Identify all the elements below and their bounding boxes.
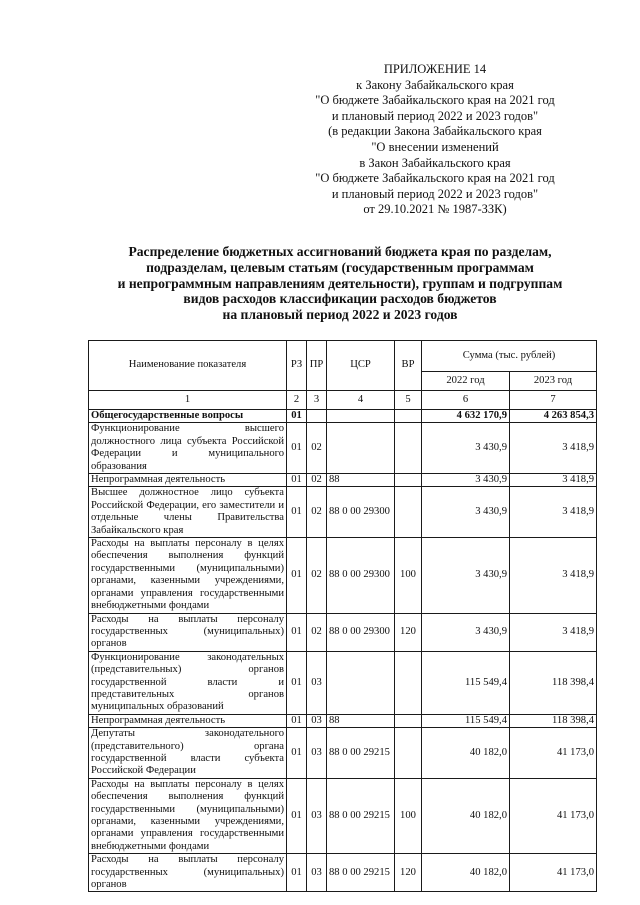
row-csr bbox=[327, 410, 395, 423]
row-pr: 03 bbox=[307, 778, 327, 853]
column-number: 1 bbox=[89, 391, 287, 410]
row-amount-2023: 3 418,9 bbox=[510, 613, 597, 651]
table-row bbox=[89, 474, 597, 487]
row-rz: 01 bbox=[287, 474, 307, 487]
row-csr: 88 0 00 29215 bbox=[327, 728, 395, 779]
row-amount-2023: 3 418,9 bbox=[510, 474, 597, 487]
header-year-2023: 2023 год bbox=[510, 372, 597, 391]
title-line: Распределение бюджетных ассигнований бюджета края по разделам, bbox=[128, 244, 552, 259]
row-name: Функционирование законодательных (представительных) органов государственной власти и представительных органов муниципальных образований bbox=[89, 651, 287, 714]
row-amount-2023: 4 263 854,3 bbox=[510, 410, 597, 423]
row-csr: 88 0 00 29300 bbox=[327, 538, 395, 613]
row-pr: 02 bbox=[307, 423, 327, 474]
row-vr: 100 bbox=[395, 778, 422, 853]
table-row bbox=[89, 854, 597, 892]
row-pr: 03 bbox=[307, 728, 327, 779]
row-name: Общегосударственные вопросы bbox=[89, 410, 287, 423]
column-number: 2 bbox=[287, 391, 307, 410]
row-rz: 01 bbox=[287, 714, 307, 727]
column-number: 6 bbox=[422, 391, 510, 410]
row-vr bbox=[395, 651, 422, 714]
column-number: 3 bbox=[307, 391, 327, 410]
column-number: 5 bbox=[395, 391, 422, 410]
row-rz: 01 bbox=[287, 487, 307, 538]
row-name: Непрограммная деятельность bbox=[89, 474, 287, 487]
row-rz: 01 bbox=[287, 854, 307, 892]
header-sum: Сумма (тыс. рублей) bbox=[422, 341, 597, 372]
row-vr bbox=[395, 410, 422, 423]
row-amount-2022: 3 430,9 bbox=[422, 474, 510, 487]
header-name: Наименование показателя bbox=[89, 341, 287, 391]
row-pr: 03 bbox=[307, 714, 327, 727]
row-csr: 88 0 00 29215 bbox=[327, 854, 395, 892]
row-rz: 01 bbox=[287, 778, 307, 853]
row-amount-2022: 40 182,0 bbox=[422, 728, 510, 779]
appendix-line: к Закону Забайкальского края bbox=[356, 77, 514, 92]
row-amount-2023: 3 418,9 bbox=[510, 538, 597, 613]
row-rz: 01 bbox=[287, 613, 307, 651]
budget-table bbox=[88, 340, 597, 892]
row-amount-2022: 3 430,9 bbox=[422, 538, 510, 613]
header-pr: ПР bbox=[307, 341, 327, 391]
row-name: Депутаты законодательного (представительного) органа государственной власти субъекта Российской Федерации bbox=[89, 728, 287, 779]
row-vr: 120 bbox=[395, 854, 422, 892]
row-pr: 02 bbox=[307, 613, 327, 651]
row-amount-2022: 40 182,0 bbox=[422, 778, 510, 853]
row-csr bbox=[327, 423, 395, 474]
row-csr: 88 bbox=[327, 474, 395, 487]
row-amount-2022: 115 549,4 bbox=[422, 714, 510, 727]
row-pr: 02 bbox=[307, 487, 327, 538]
table-row bbox=[89, 714, 597, 727]
row-amount-2022: 3 430,9 bbox=[422, 423, 510, 474]
appendix-line: от 29.10.2021 № 1987-ЗЗК) bbox=[363, 202, 507, 217]
row-amount-2023: 41 173,0 bbox=[510, 728, 597, 779]
row-amount-2023: 41 173,0 bbox=[510, 778, 597, 853]
column-number: 7 bbox=[510, 391, 597, 410]
row-amount-2023: 118 398,4 bbox=[510, 651, 597, 714]
row-vr bbox=[395, 474, 422, 487]
title-line: подразделам, целевым статьям (государственным программам bbox=[146, 259, 534, 275]
header-vr: ВР bbox=[395, 341, 422, 391]
column-number: 4 bbox=[327, 391, 395, 410]
table-row bbox=[89, 538, 597, 613]
table-row bbox=[89, 410, 597, 423]
row-rz: 01 bbox=[287, 423, 307, 474]
appendix-line: "О бюджете Забайкальского края на 2021 год bbox=[315, 171, 555, 186]
row-vr bbox=[395, 728, 422, 779]
row-csr: 88 0 00 29215 bbox=[327, 778, 395, 853]
row-csr bbox=[327, 651, 395, 714]
row-amount-2022: 3 430,9 bbox=[422, 487, 510, 538]
row-amount-2023: 3 418,9 bbox=[510, 423, 597, 474]
appendix-line: (в редакции Закона Забайкальского края bbox=[328, 124, 542, 139]
table-row bbox=[89, 778, 597, 853]
row-vr: 100 bbox=[395, 538, 422, 613]
appendix-line: "О внесении изменений bbox=[371, 139, 499, 154]
row-rz: 01 bbox=[287, 410, 307, 423]
table-row bbox=[89, 651, 597, 714]
row-rz: 01 bbox=[287, 651, 307, 714]
table-row bbox=[89, 613, 597, 651]
row-name: Расходы на выплаты персоналу государственных (муниципальных) органов bbox=[89, 613, 287, 651]
table-row bbox=[89, 728, 597, 779]
row-name: Расходы на выплаты персоналу в целях обеспечения выполнения функций государственными (муниципальными) органами, казенными учреждениями, органами управления государственными внебюджетными фондами bbox=[89, 778, 287, 853]
row-amount-2023: 118 398,4 bbox=[510, 714, 597, 727]
row-pr: 02 bbox=[307, 538, 327, 613]
row-amount-2022: 40 182,0 bbox=[422, 854, 510, 892]
row-pr bbox=[307, 410, 327, 423]
title-line: и непрограммным направлениям деятельности), группам и подгруппам bbox=[117, 275, 563, 291]
row-name: Высшее должностное лицо субъекта Российской Федерации, его заместители и отдельные члены Правительства Забайкальского края bbox=[89, 487, 287, 538]
appendix-block bbox=[290, 62, 580, 218]
appendix-line: и плановый период 2022 и 2023 годов" bbox=[331, 186, 539, 201]
row-amount-2022: 115 549,4 bbox=[422, 651, 510, 714]
row-csr: 88 bbox=[327, 714, 395, 727]
appendix-line: и плановый период 2022 и 2023 годов" bbox=[331, 108, 539, 123]
row-name: Расходы на выплаты персоналу в целях обеспечения выполнения функций государственными (муниципальными) органами, казенными учреждениями, органами управления государственными внебюджетными фондами bbox=[89, 538, 287, 613]
header-year-2022: 2022 год bbox=[422, 372, 510, 391]
row-name: Функционирование высшего должностного лица субъекта Российской Федерации и муниципального образования bbox=[89, 423, 287, 474]
row-amount-2023: 3 418,9 bbox=[510, 487, 597, 538]
header-rz: РЗ bbox=[287, 341, 307, 391]
row-vr bbox=[395, 714, 422, 727]
row-pr: 03 bbox=[307, 651, 327, 714]
row-name: Непрограммная деятельность bbox=[89, 714, 287, 727]
row-csr: 88 0 00 29300 bbox=[327, 613, 395, 651]
row-name: Расходы на выплаты персоналу государственных (муниципальных) органов bbox=[89, 854, 287, 892]
title-line: видов расходов классификации расходов бюджетов bbox=[183, 291, 497, 307]
header-csr: ЦСР bbox=[327, 341, 395, 391]
appendix-line: в Закон Забайкальского края bbox=[359, 155, 511, 170]
row-csr: 88 0 00 29300 bbox=[327, 487, 395, 538]
row-pr: 03 bbox=[307, 854, 327, 892]
row-vr bbox=[395, 487, 422, 538]
row-vr bbox=[395, 423, 422, 474]
row-rz: 01 bbox=[287, 728, 307, 779]
appendix-line: ПРИЛОЖЕНИЕ 14 bbox=[383, 62, 487, 76]
row-amount-2022: 3 430,9 bbox=[422, 613, 510, 651]
row-pr: 02 bbox=[307, 474, 327, 487]
row-amount-2023: 41 173,0 bbox=[510, 854, 597, 892]
row-rz: 01 bbox=[287, 538, 307, 613]
table-row bbox=[89, 487, 597, 538]
title-line: на плановый период 2022 и 2023 годов bbox=[222, 307, 458, 323]
appendix-line: "О бюджете Забайкальского края на 2021 год bbox=[315, 93, 555, 108]
table-row bbox=[89, 423, 597, 474]
row-vr: 120 bbox=[395, 613, 422, 651]
row-amount-2022: 4 632 170,9 bbox=[422, 410, 510, 423]
document-title bbox=[80, 244, 600, 323]
